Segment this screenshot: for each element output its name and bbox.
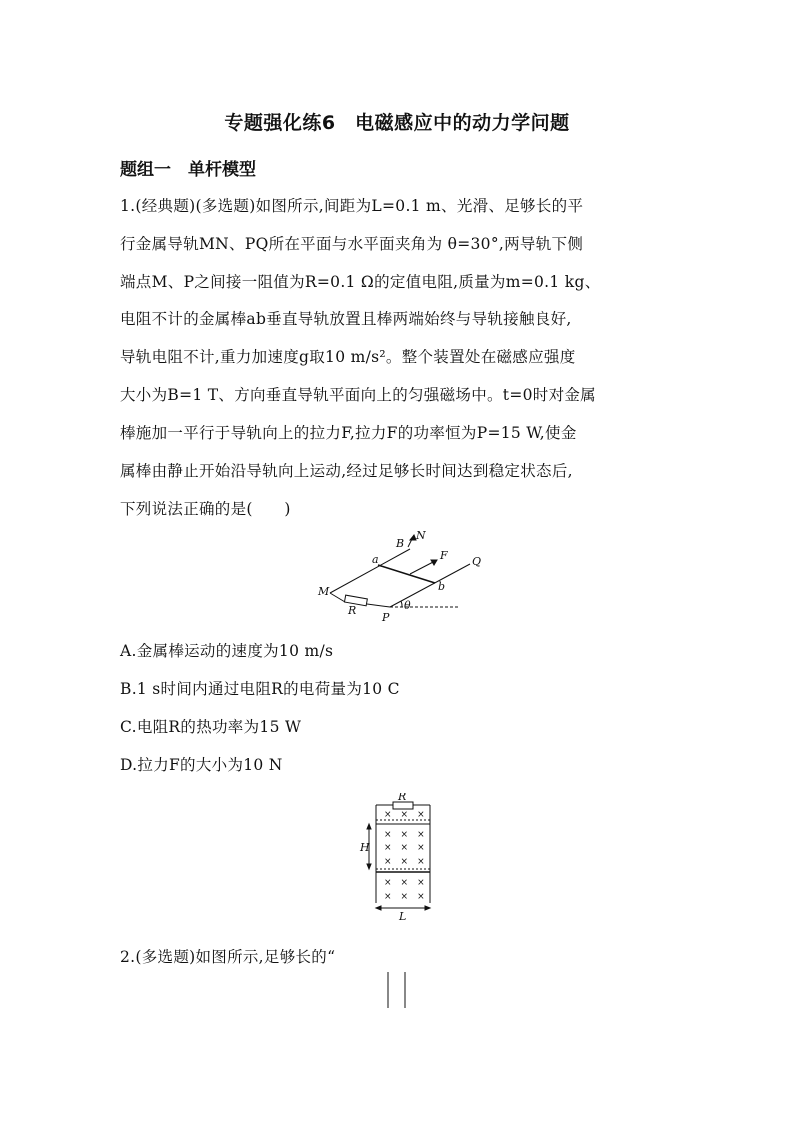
option-c: C.电阻R的热功率为15 W <box>120 718 302 736</box>
label-q: Q <box>472 555 482 568</box>
label-theta: θ <box>404 599 411 612</box>
label-b: B <box>396 537 405 550</box>
label-r2: R <box>398 793 407 803</box>
svg-text:× × ×: × × × <box>384 843 425 853</box>
option-d: D.拉力F的大小为10 N <box>120 756 283 774</box>
q1-line-5: 导轨电阻不计,重力加速度g取10 m/s²。整个装置处在磁感应强度 <box>120 348 576 366</box>
q1-line-7: 棒施加一平行于导轨向上的拉力F,拉力F的功率恒为P=15 W,使金 <box>120 424 577 442</box>
label-p: P <box>382 611 390 624</box>
label-n: N <box>416 529 426 542</box>
q1-line-1: 1.(经典题)(多选题)如图所示,间距为L=0.1 m、光滑、足够长的平 <box>120 197 584 215</box>
page-title: 专题强化练6 电磁感应中的动力学问题 <box>224 112 570 134</box>
label-b-end: b <box>438 580 446 593</box>
q1-line-4: 电阻不计的金属棒ab垂直导轨放置且棒两端始终与导轨接触良好, <box>120 310 572 328</box>
q1-line-2: 行金属导轨MN、PQ所在平面与水平面夹角为 θ=30°,两导轨下侧 <box>120 235 584 253</box>
q1-line-6: 大小为B=1 T、方向垂直导轨平面向上的匀强磁场中。t=0时对金属 <box>120 386 596 404</box>
svg-text:× × ×: × × × <box>384 830 425 840</box>
label-a: a <box>372 553 379 566</box>
figure-partial-rails <box>384 972 414 1012</box>
svg-text:× × ×: × × × <box>384 857 425 867</box>
option-b: B.1 s时间内通过电阻R的电荷量为10 C <box>120 680 400 698</box>
label-f: F <box>440 549 448 562</box>
svg-text:× × ×: × × × <box>384 810 425 820</box>
label-l: L <box>399 910 407 923</box>
figure-inclined-rails <box>310 527 490 627</box>
q2-line-1: 2.(多选题)如图所示,足够长的“ <box>120 948 336 966</box>
svg-text:× × ×: × × × <box>384 892 425 902</box>
group-heading: 题组一 单杆模型 <box>120 160 256 180</box>
option-a: A.金属棒运动的速度为10 m/s <box>120 642 334 660</box>
q1-line-3: 端点M、P之间接一阻值为R=0.1 Ω的定值电阻,质量为m=0.1 kg、 <box>120 273 601 291</box>
figure-vertical-rails <box>358 793 438 923</box>
rail-pq <box>390 564 470 607</box>
svg-text:× × ×: × × × <box>384 878 425 888</box>
label-r: R <box>348 604 357 617</box>
label-h: H <box>360 841 370 854</box>
label-m: M <box>318 585 330 598</box>
rod-ab <box>378 565 435 583</box>
q1-line-8: 属棒由静止开始沿导轨向上运动,经过足够长时间达到稳定状态后, <box>120 462 573 480</box>
q1-line-9: 下列说法正确的是( ) <box>120 500 291 518</box>
resistor-r <box>393 802 413 809</box>
